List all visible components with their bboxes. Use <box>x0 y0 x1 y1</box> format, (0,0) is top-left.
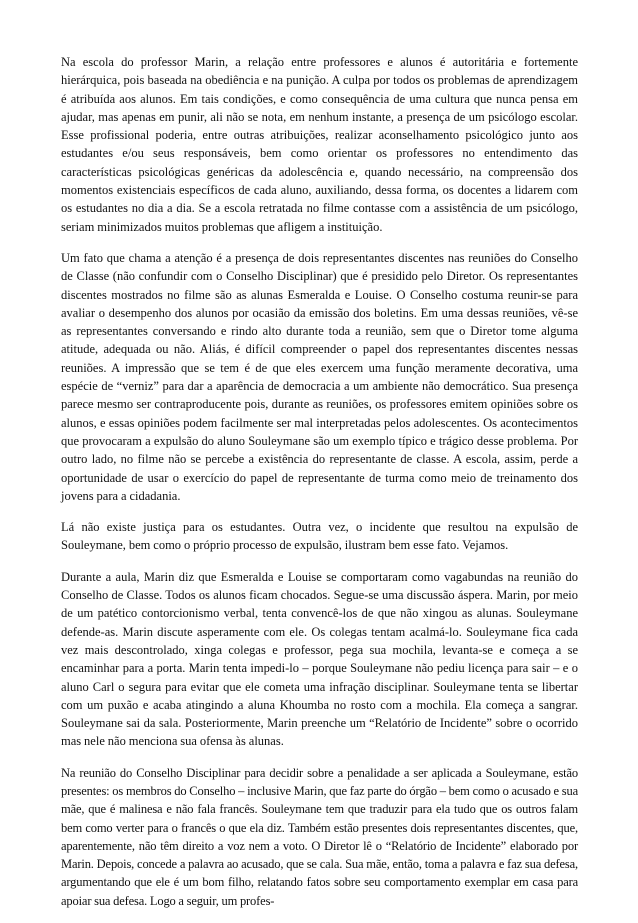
paragraph-5: Na reunião do Conselho Disciplinar para decidir sobre a penalidade a ser aplicada a Souleymane, estão presentes: os membros do Conselho – inclusive Marin, que faz parte do órgão – bem como o acusado e sua mãe, que é malinesa e não fala francês. Souleymane tem que traduzir para ela tudo que os outros falam bem como verter para o francês o que ela diz. Também estão presentes dois representantes discentes, que, aparentemente, não têm direito a voz nem a voto. O Diretor lê o “Relatório de Incidente” elaborado por Marin. Depois, concede a palavra ao acusado, que se cala. Sua mãe, então, toma a palavra e faz sua defesa, argumentando que ele é um bom filho, relatando fatos sobre seu comportamento exemplar em casa para apoiar sua defesa. Logo a seguir, um profes- <box>61 765 578 908</box>
paragraph-2: Um fato que chama a atenção é a presença de dois representantes discentes nas reuniões do Conselho de Classe (não confundir com o Conselho Disciplinar) que é presidido pelo Diretor. Os representantes discentes mostrados no filme são as alunas Esmeralda e Louise. O Conselho costuma reunir-se para avaliar o desempenho dos alunos por ocasião da emissão dos boletins. Em uma dessas reuniões, vê-se as representantes conversando e rindo alto durante toda a reunião, sem que o Diretor tome alguma atitude, adequada ou não. Aliás, é difícil compreender o papel dos representantes discentes nessas reuniões. A impressão que se tem é de que eles exercem uma função meramente decorativa, uma espécie de “verniz” para dar a aparência de democracia a um ambiente não democrático. Sua presença parece mesmo ser contraproducente pois, durante as reuniões, os professores emitem opiniões sobre os alunos, e essas opiniões podem facilmente ser mal interpretadas pelos adolescentes. Os acontecimentos que provocaram a expulsão do aluno Souleymane são um exemplo típico e trágico desse problema. Por outro lado, no filme não se percebe a existência do representante de classe. A escola, assim, perde a oportunidade de usar o exercício do papel de representante de turma como meio de treinamento dos jovens para a cidadania. <box>61 250 578 503</box>
document-page <box>61 53 578 923</box>
paragraph-1: Na escola do professor Marin, a relação entre professores e alunos é autoritária e fortemente hierárquica, pois baseada na obediência e na punição. A culpa por todos os problemas de aprendizagem é atribuída aos alunos. Em tais condições, e como consequência de uma cultura que nunca pensa em ajudar, mas apenas em punir, ali não se nota, em nenhum instante, a presença de um psicólogo escolar. Esse profissional poderia, entre outras atribuições, realizar aconselhamento psicológico junto aos estudantes e/ou seus responsáveis, bem como orientar os professores no entendimento das características psicológicas genéricas da adolescência e, quando necessário, na compreensão dos momentos existenciais específicos de cada aluno, auxiliando, dessa forma, os docentes a lidarem com os estudantes no dia a dia. Se a escola retratada no filme contasse com a assistência de um psicólogo, seriam minimizados muitos problemas que afligem a instituição. <box>61 55 578 234</box>
paragraph-4: Durante a aula, Marin diz que Esmeralda e Louise se comportaram como vagabundas na reunião do Conselho de Classe. Todos os alunos ficam chocados. Segue-se uma discussão áspera. Marin, por meio de um patético contorcionismo verbal, tenta convencê-los de que não xingou as alunas. Souleymane defende-as. Marin discute asperamente com ele. Os colegas tentam acalmá-lo. Souleymane fica cada vez mais descontrolado, xinga colegas e professor, pega sua mochila, levanta-se e começa a se encaminhar para a porta. Marin tenta impedi-lo – porque Souleymane não pediu licença para sair – e o aluno Carl o segura para evitar que ele cometa uma infração disciplinar. Souleymane tenta se libertar com um puxão e acaba atingindo a aluna Khoumba no rosto com a mochila. Ela começa a sangrar. Souleymane sai da sala. Posteriormente, Marin preenche um “Relatório de Incidente” sobre o ocorrido mas nele não menciona sua ofensa às alunas. <box>61 569 578 749</box>
paragraph-3: Lá não existe justiça para os estudantes. Outra vez, o incidente que resultou na expulsão de Souleymane, bem como o próprio processo de expulsão, ilustram bem esse fato. Vejamos. <box>61 520 578 553</box>
